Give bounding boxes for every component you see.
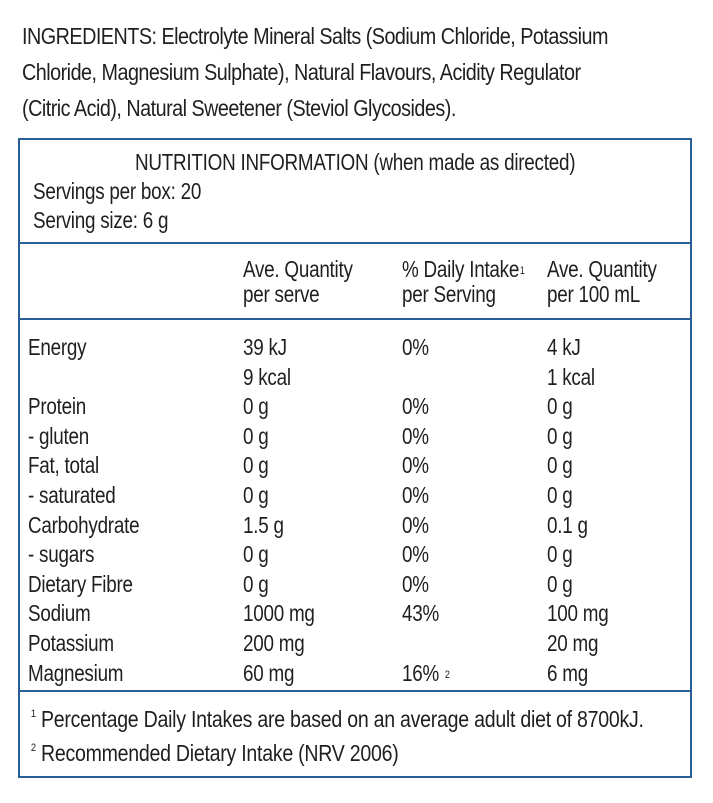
cell-di: 0%	[402, 393, 429, 420]
cell-per100: 0 g	[547, 482, 573, 508]
cell-per100: 4 kJ	[547, 334, 581, 360]
ingredients-text	[22, 18, 607, 126]
cell-name: Potassium	[28, 630, 114, 656]
cell-name: - sugars	[28, 541, 95, 568]
cell-serve: 1000 mg	[243, 600, 315, 627]
cell-name: Protein	[28, 393, 87, 420]
col-header-line: per Serving	[402, 281, 496, 307]
ingredients-line: Chloride, Magnesium Sulphate), Natural Flavours, Acidity Regulator	[22, 59, 581, 85]
cell-per100: 0.1 g	[547, 511, 588, 538]
cell-name: Energy	[28, 334, 87, 360]
cell-serve: 0 g	[243, 393, 269, 420]
cell-di: 0%	[402, 570, 429, 597]
cell-serve: 0 g	[243, 422, 269, 449]
footnote-mark: 1	[30, 708, 36, 720]
cell-name: Fat, total	[28, 452, 99, 479]
servings-per-box: Servings per box: 20	[33, 178, 202, 204]
col-header-line: per serve	[243, 281, 320, 307]
footnote-1	[30, 706, 644, 733]
cell-name: Sodium	[28, 600, 91, 627]
col-header-text: % Daily Intake	[402, 256, 520, 282]
cell-di-text: 16%	[402, 659, 440, 686]
cell-di: 0%	[402, 452, 429, 479]
cell-serve: 60 mg	[243, 659, 295, 686]
panel-title: NUTRITION INFORMATION (when made as directed)	[135, 149, 576, 175]
divider	[20, 242, 690, 244]
col-header-per-100ml	[547, 257, 657, 307]
cell-name: - gluten	[28, 422, 89, 449]
cell-per100: 0 g	[547, 393, 573, 420]
cell-per100: 0 g	[547, 452, 573, 479]
col-header-per-serve	[243, 257, 353, 307]
serving-size: Serving size: 6 g	[33, 207, 169, 233]
cell-di	[402, 659, 450, 688]
cell-name: Dietary Fibre	[28, 570, 133, 597]
divider	[20, 318, 690, 320]
footnote-2	[30, 740, 398, 767]
col-header-line: per 100 mL	[547, 281, 640, 307]
cell-serve: 200 mg	[243, 630, 305, 656]
cell-di: 0%	[402, 541, 429, 568]
cell-name: Carbohydrate	[28, 511, 140, 538]
footnote-mark: 2	[30, 742, 36, 754]
col-header-line	[402, 257, 525, 282]
cell-di: 43%	[402, 600, 440, 627]
cell-di: 0%	[402, 511, 429, 538]
cell-serve: 1.5 g	[243, 511, 284, 538]
cell-serve: 0 g	[243, 452, 269, 479]
cell-serve: 0 g	[243, 570, 269, 597]
cell-name: - saturated	[28, 482, 116, 508]
cell-di: 0%	[402, 334, 429, 360]
footnote-ref: 1	[519, 265, 525, 277]
cell-serve: 0 g	[243, 541, 269, 568]
divider	[20, 690, 690, 692]
cell-name: Magnesium	[28, 659, 124, 686]
footnote-ref: 2	[444, 668, 450, 681]
cell-per100: 0 g	[547, 541, 573, 568]
cell-per100: 1 kcal	[547, 363, 595, 390]
col-header-daily-intake	[402, 257, 525, 307]
col-header-line: Ave. Quantity	[243, 256, 353, 282]
col-header-line: Ave. Quantity	[547, 256, 657, 282]
cell-per100: 100 mg	[547, 600, 609, 627]
cell-serve: 9 kcal	[243, 363, 291, 390]
cell-per100: 0 g	[547, 570, 573, 597]
footnote-text: Percentage Daily Intakes are based on an average adult diet of 8700kJ.	[40, 706, 644, 732]
ingredients-line: (Citric Acid), Natural Sweetener (Steviol Glycosides).	[22, 95, 456, 121]
cell-per100: 0 g	[547, 422, 573, 449]
cell-per100: 20 mg	[547, 630, 599, 656]
nutrition-panel	[18, 138, 692, 778]
cell-serve: 0 g	[243, 482, 269, 508]
footnote-text: Recommended Dietary Intake (NRV 2006)	[40, 740, 399, 766]
cell-per100: 6 mg	[547, 659, 588, 686]
cell-di: 0%	[402, 482, 429, 508]
cell-serve: 39 kJ	[243, 334, 287, 360]
cell-di: 0%	[402, 422, 429, 449]
ingredients-line: INGREDIENTS: Electrolyte Mineral Salts (Sodium Chloride, Potassium	[22, 23, 608, 49]
